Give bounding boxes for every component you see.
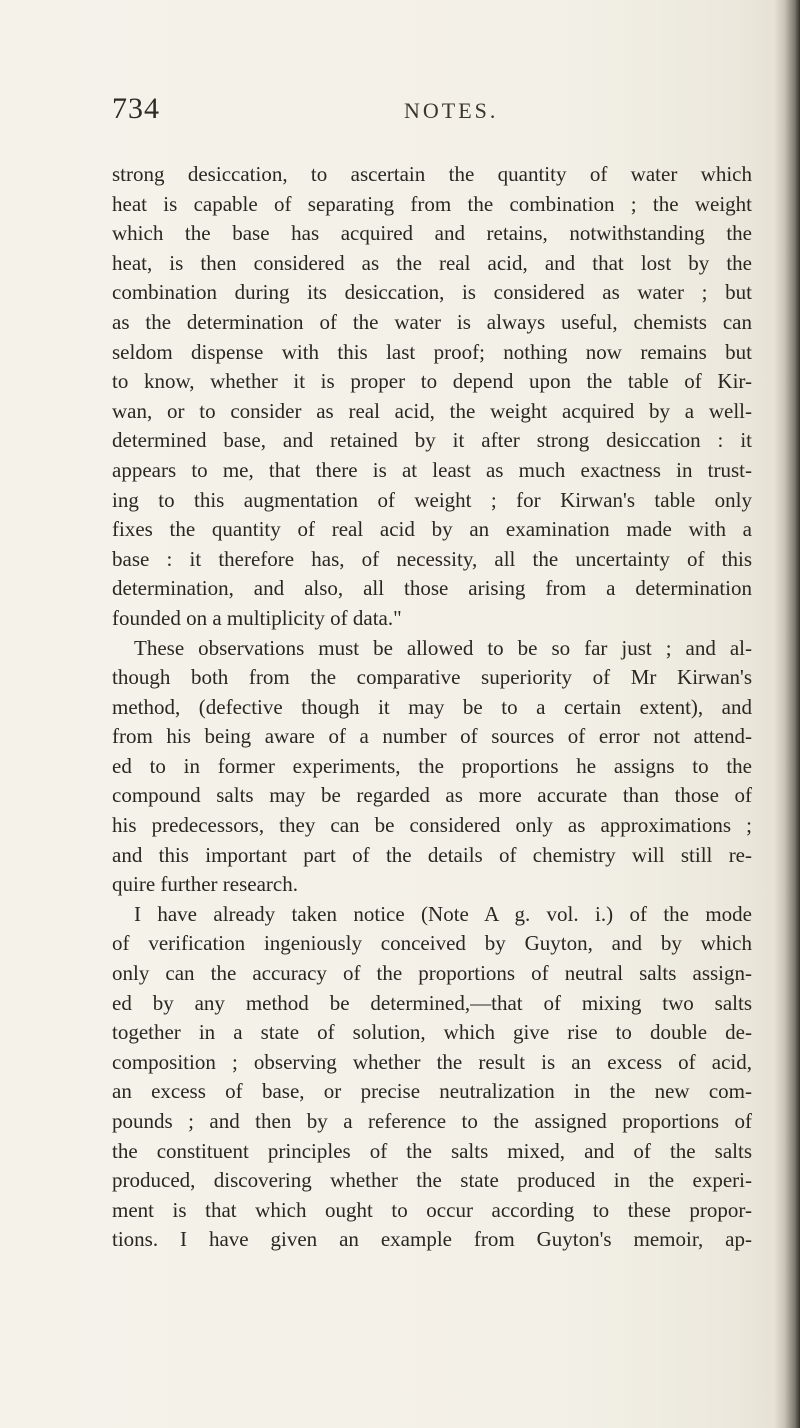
text-line: determined base, and retained by it after strong desiccation : it — [112, 428, 752, 453]
text-line: method, (defective though it may be to a certain extent), and — [112, 694, 752, 719]
text-line: ed to in former experiments, the proportions he assigns to the — [112, 753, 752, 778]
text-line: founded on a multiplicity of data." — [112, 605, 402, 630]
text-line: and this important part of the details of chemistry will still re- — [112, 842, 752, 867]
text-line: the constituent principles of the salts mixed, and of the salts — [112, 1138, 752, 1163]
text-line: I have already taken notice (Note A g. vol. i.) of the mode — [134, 901, 752, 926]
text-line: produced, discovering whether the state produced in the experi- — [112, 1168, 752, 1193]
text-line: as the determination of the water is always useful, chemists can — [112, 309, 752, 334]
text-line: to know, whether it is proper to depend upon the table of Kir- — [112, 369, 752, 394]
text-line: tions. I have given an example from Guyton's memoir, ap- — [112, 1227, 752, 1252]
paragraph — [112, 160, 752, 634]
paragraph — [112, 634, 752, 900]
text-line: ment is that which ought to occur according to these propor- — [112, 1197, 752, 1222]
text-line: base : it therefore has, of necessity, all the uncertainty of this — [112, 546, 752, 571]
text-line: heat is capable of separating from the combination ; the weight — [112, 191, 752, 216]
text-line: heat, is then considered as the real acid, and that lost by the — [112, 250, 752, 275]
text-line: ing to this augmentation of weight ; for Kirwan's table only — [112, 487, 752, 512]
text-line: his predecessors, they can be considered only as approximations ; — [112, 813, 752, 838]
text-line: quire further research. — [112, 872, 298, 897]
paragraph — [112, 900, 752, 1255]
text-line: an excess of base, or precise neutralization in the new com- — [112, 1079, 752, 1104]
text-line: fixes the quantity of real acid by an examination made with a — [112, 517, 752, 542]
page-edge-shadow — [774, 0, 800, 1428]
text-line: strong desiccation, to ascertain the quantity of water which — [112, 162, 752, 186]
text-line: combination during its desiccation, is considered as water ; but — [112, 280, 752, 305]
text-line: composition ; observing whether the result is an excess of acid, — [112, 1049, 752, 1074]
text-line: from his being aware of a number of sources of error not attend- — [112, 724, 752, 749]
text-line: ed by any method be determined,—that of mixing two salts — [112, 990, 752, 1015]
page-header — [112, 92, 752, 132]
page-number: 734 — [112, 92, 160, 125]
body-text — [112, 160, 752, 1255]
text-line: pounds ; and then by a reference to the assigned proportions of — [112, 1109, 752, 1133]
text-line: though both from the comparative superiority of Mr Kirwan's — [112, 665, 752, 690]
text-line: wan, or to consider as real acid, the weight acquired by a well- — [112, 398, 752, 423]
text-line: together in a state of solution, which give rise to double de- — [112, 1020, 752, 1045]
text-line: only can the accuracy of the proportions of neutral salts assign- — [112, 961, 752, 986]
text-line: appears to me, that there is at least as much exactness in trust- — [112, 457, 752, 482]
text-line: which the base has acquired and retains, notwithstanding the — [112, 221, 752, 246]
text-line: determination, and also, all those arising from a determination — [112, 576, 752, 601]
running-head: NOTES. — [404, 98, 499, 123]
text-line: seldom dispense with this last proof; nothing now remains but — [112, 339, 752, 364]
text-line: compound salts may be regarded as more accurate than those of — [112, 783, 752, 808]
text-line: of verification ingeniously conceived by Guyton, and by which — [112, 931, 752, 956]
text-line: These observations must be allowed to be so far just ; and al- — [134, 635, 752, 660]
